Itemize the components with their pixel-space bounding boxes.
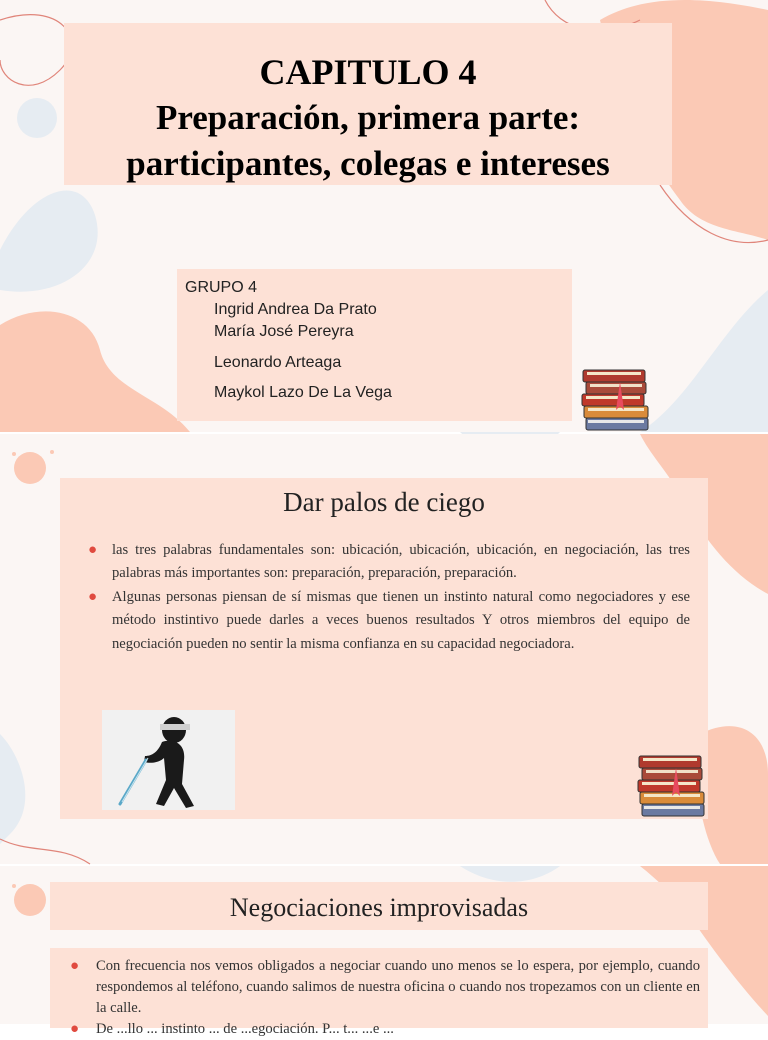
books-stack-icon <box>636 752 710 820</box>
bullet-text: De ...llo ... instinto ... de ...egociación. P... t... ...e ... <box>96 1021 394 1037</box>
slide-dar-palos <box>0 434 768 864</box>
blindfolded-person-with-cane <box>102 710 235 810</box>
bullet-list <box>70 956 700 1040</box>
bullet-dot-icon: ● <box>88 542 98 558</box>
title-line-3: participantes, colegas e intereses <box>126 144 610 183</box>
bullet-item <box>70 956 700 1019</box>
bullet-dot-icon: ● <box>70 958 80 974</box>
bullet-item <box>88 586 690 656</box>
books-stack-icon <box>580 366 654 434</box>
member-name: Ingrid Andrea Da Prato <box>214 301 377 318</box>
section-title: Negociaciones improvisadas <box>50 882 708 930</box>
group-panel <box>177 269 572 421</box>
section-title: Dar palos de ciego <box>60 478 708 526</box>
group-label: GRUPO 4 <box>185 279 258 296</box>
bullet-item <box>70 1019 700 1040</box>
slide-negociaciones <box>0 866 768 1037</box>
title-panel <box>64 23 672 185</box>
bullet-list <box>88 539 690 656</box>
content-panel <box>50 948 708 1037</box>
member-name: Leonardo Arteaga <box>214 354 342 371</box>
title-line-1: CAPITULO 4 <box>259 52 477 92</box>
bullet-text: Algunas personas piensan de sí mismas que tienen un instinto natural como negociadores y ese método instintivo puede darles a veces buenos resultados Y otros miembros del equipo de negociación pueden no sentir la misma confianza en su capacidad negociadora. <box>112 588 690 652</box>
slide-title <box>0 0 768 432</box>
bullet-dot-icon: ● <box>70 1021 80 1037</box>
member-name: María José Pereyra <box>214 323 354 340</box>
bullet-text: las tres palabras fundamentales son: ubicación, ubicación, ubicación, en negociación, las tres palabras más importantes son: preparación, preparación, preparación. <box>112 542 690 582</box>
bullet-item <box>88 539 690 586</box>
title-line-2: Preparación, primera parte: <box>155 98 581 137</box>
bullet-text: Con frecuencia nos vemos obligados a negociar cuando uno menos se lo espera, por ejemplo, cuando respondemos al teléfono, cuando salimos de nuestra oficina o cuando nos tropezamos con un cliente en la calle. <box>96 958 700 1016</box>
member-name: Maykol Lazo De La Vega <box>214 384 392 401</box>
bullet-dot-icon: ● <box>88 588 98 605</box>
chapter-title <box>64 23 672 187</box>
